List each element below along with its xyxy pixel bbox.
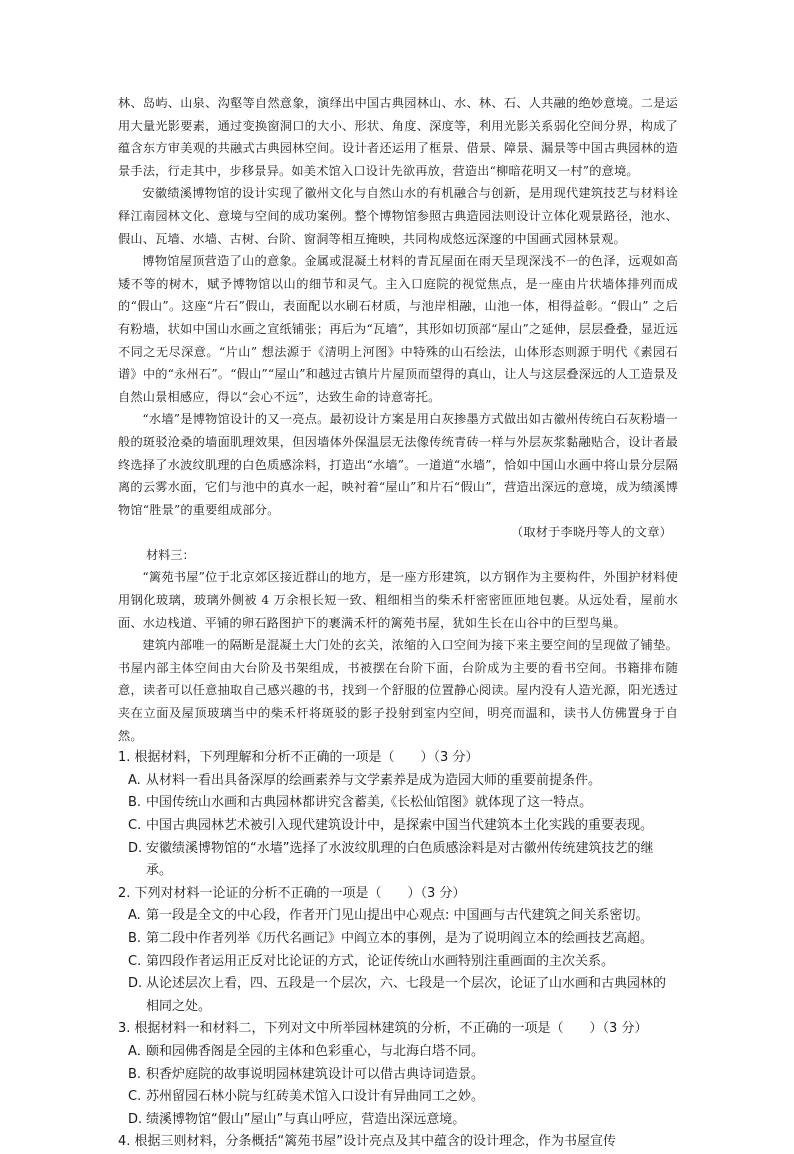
question-2 (118, 883, 678, 1019)
question-stem: 4. 根据三则材料，分条概括“篱苑书屋”设计亮点及其中蕴含的设计理念，作为书屋宣传 (118, 1134, 617, 1150)
paragraph-museum-roof: 博物馆屋顶营造了山的意象。金属或混凝土材料的青瓦屋面在雨天呈现深浅不一的色泽，远观如高矮不等的树木，赋予博物馆以山的细节和灵气。主入口庭院的视觉焦点，是一座由片状墙体排列而成的“假山”。这座“片石”假山，表面配以水刷石材质，与池岸相融，山池一体，相得益彰。“假山” 之后有粉墙，状如中国山水画之宣纸铺张；再后为“瓦墙”，其形如切顶部“屋山”之延伸，层层叠叠，显近远不同之无尽深意。“片山” 想法源于《清明上河图》中特殊的山石绘法，山体形态则源于明代《素园石谱》中的“永州石”。“假山”“屋山”和越过古镇片片屋顶而望得的真山，让人与这层叠深远的人工造景及自然山景相感应，得以“会心不远”，达致生命的诗意寄托。 (118, 254, 678, 404)
option-d[interactable]: D. 从论述层次上看，四、五段是一个层次，六、七段是一个层次，论证了山水画和古典园林的相同之处。 (128, 976, 667, 1014)
paragraph-garden-imagery: 林、岛屿、山泉、沟壑等自然意象，演绎出中国古典园林山、水、林、石、人共融的绝妙意境。二是运用大量光影要素，通过变换窗洞口的大小、形状、角度、深度等，利用光影关系弱化空间分界，构成了蕴含东方审美观的共融式古典园林空间。设计者还运用了框景、借景、障景、漏景等中国古典园林的造景手法，行走其中，步移景异。如美术馆入口设计先欲再放，营造出“柳暗花明又一村”的意境。 (118, 96, 678, 178)
question-stem: 2. 下列对材料一论证的分析不正确的一项是（ ）（3 分） (118, 885, 466, 901)
question-4 (118, 1131, 678, 1154)
page-content (118, 92, 678, 1154)
material-three-label: 材料三： (146, 547, 195, 562)
question-1 (118, 747, 678, 883)
paragraph-liyuan-library: “篱苑书屋”位于北京郊区接近群山的地方，是一座方形建筑，以方钢作为主要构件，外围护材料使用钢化玻璃，玻璃外侧被 4 万余根长短一致、粗细相当的柴禾杆密密匝匝地包裹。从远处看，屋前水面、水边栈道、平铺的卵石路图护下的裹满禾杆的篱苑书屋，犹如生长在山谷中的巨型鸟巢。 (118, 570, 678, 630)
paragraph-water-wall: “水墙”是博物馆设计的又一亮点。最初设计方案是用白灰掺墨方式做出如古徽州传统白石灰粉墙一般的斑驳沧桑的墙面肌理效果，但因墙体外保温层无法像传统青砖一样与外层灰浆黏融贴合，设计者最终选择了水波纹肌理的白色质感涂料，打造出“水墙”。一道道“水墙”，恰如中国山水画中将山景分层隔离的云雾水面，它们与池中的真水一起，映衬着“屋山”和片石“假山”，营造出深远的意境，成为绩溪博物馆“胜景”的重要组成部分。 (118, 412, 678, 517)
question-stem: 1. 根据材料，下列理解和分析不正确的一项是（ ）（3 分） (118, 750, 479, 766)
option-d[interactable]: D. 安徽绩溪博物馆的“水墙”选择了水波纹肌理的白色质感涂料是对古徽州传统建筑技艺的继承。 (128, 840, 654, 879)
option-b[interactable]: B. 中国传统山水画和古典园林都讲究含蓄美,《长松仙馆图》就体现了这一特点。 (128, 795, 593, 811)
source-citation: （取材于李晓丹等人的文章） (510, 525, 672, 540)
option-a[interactable]: A． 颐和园佛香阁是全园的主体和色彩重心，与北海白塔不同。 (128, 1043, 485, 1059)
question-stem: 3. 根据材料一和材料二，下列对文中所举园林建筑的分析，不正确的一项是（ ）（3 分） (118, 1021, 648, 1037)
option-d[interactable]: D. 绩溪博物馆“假山”屋山”与真山呼应，营造出深远意境。 (128, 1111, 466, 1127)
option-a[interactable]: A. 从材料一看出具备深厚的绘画素养与文学素养是成为造园大师的重要前提条件。 (128, 772, 602, 788)
option-c[interactable]: C. 中国古典园林艺术被引入现代建筑设计中，是探索中国当代建筑本土化实践的重要表现。 (128, 818, 654, 833)
option-b[interactable]: B. 积香炉庭院的故事说明园林建筑设计可以借古典诗词造景。 (128, 1066, 485, 1082)
option-c[interactable]: C. 第四段作者运用正反对比论证的方式，论证传统山水画特别注重画面的主次关系。 (128, 953, 615, 969)
option-c[interactable]: C. 苏州留园石林小院与红砖美术馆入口设计有异曲同工之妙。 (128, 1089, 485, 1105)
paragraph-jixi-museum-intro: 安徽绩溪博物馆的设计实现了徽州文化与自然山水的有机融合与创新，是用现代建筑技艺与材料诠释江南园林文化、意境与空间的成功案例。整个博物馆参照古典造园法则设计立体化观景路径，池水、假山、瓦墙、水墙、古树、台阶、窗洞等相互掩映，共同构成悠远深邃的中国画式园林景观。 (118, 186, 678, 246)
paragraph-library-interior: 建筑内部唯一的隔断是混凝土大门处的玄关，浓缩的入口空间为接下来主要空间的呈现做了铺垫。书屋内部主体空间由大台阶及书架组成，书被摆在台阶下面，台阶成为主要的看书空间。书籍排布随意，读者可以任意抽取自己感兴趣的书，找到一个舒服的位置静心阅读。屋内没有人造光源，阳光透过夹在立面及屋顶玻璃当中的柴禾杆将斑驳的影子投射到室内空间，明亮而温和，读书人仿佛置身于自然。 (118, 638, 678, 743)
option-b[interactable]: B. 第二段中作者列举《历代名画记》中阎立本的事例，是为了说明阎立本的绘画技艺高超。 (128, 930, 654, 946)
question-3 (118, 1018, 678, 1131)
option-a[interactable]: A. 第一段是全文的中心段，作者开门见山提出中心观点: 中国画与古代建筑之间关系密切。 (128, 908, 649, 924)
